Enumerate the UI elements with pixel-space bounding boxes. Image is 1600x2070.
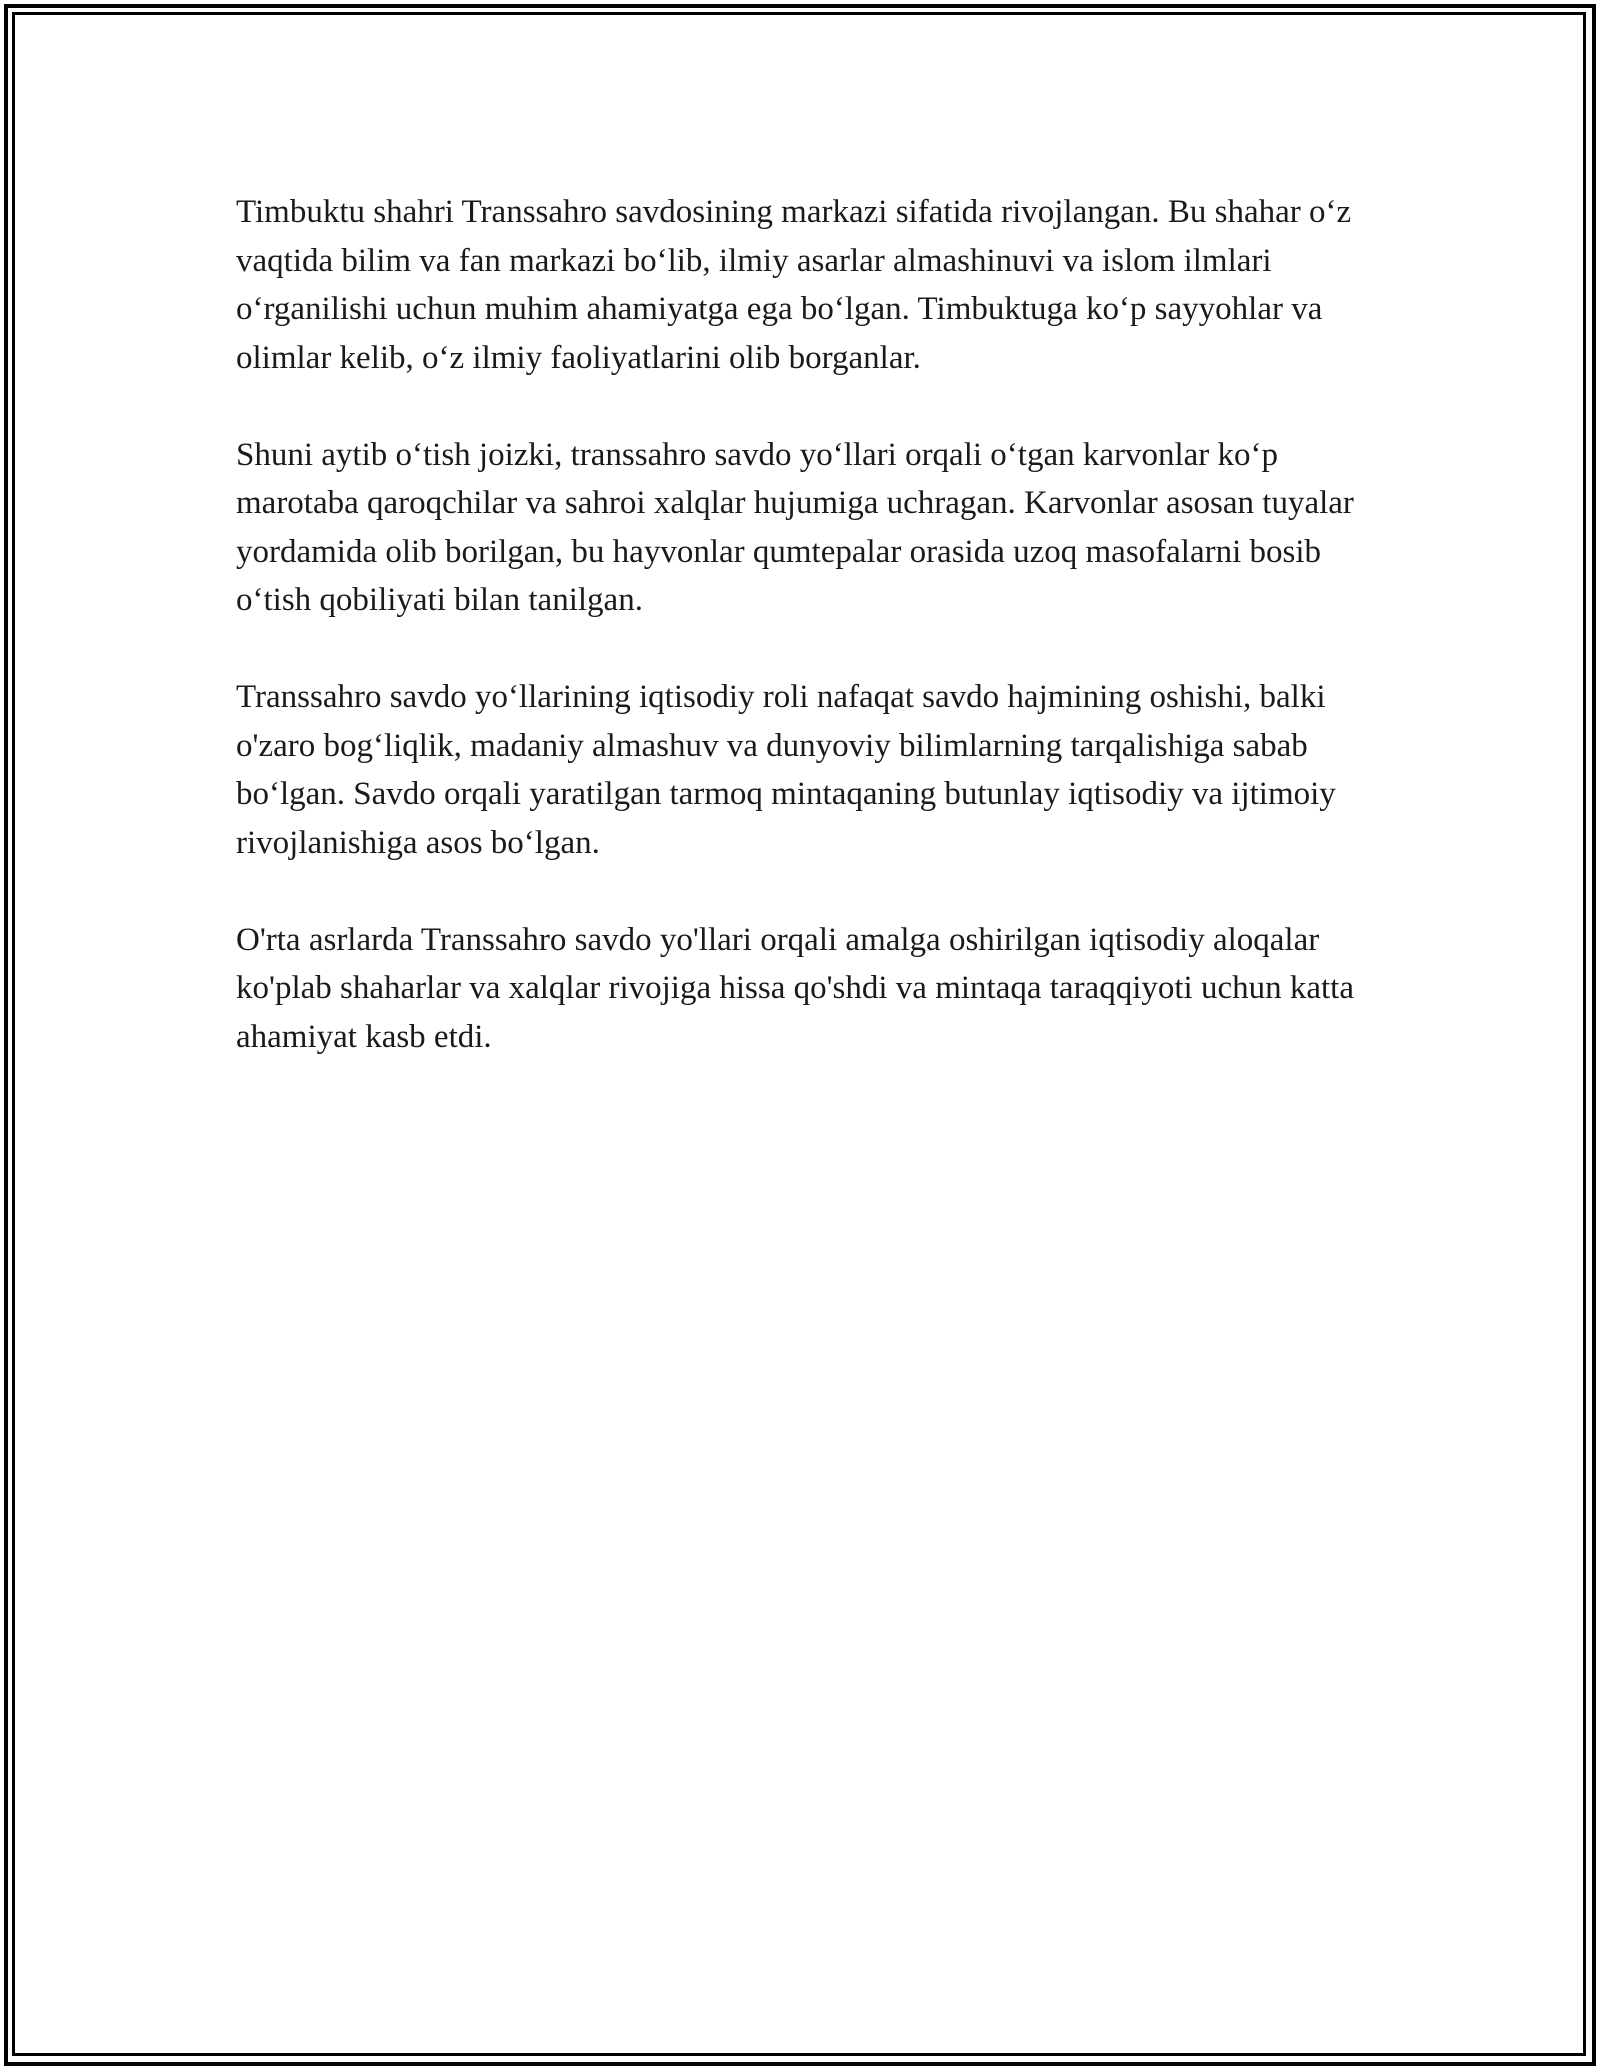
document-body bbox=[236, 188, 1396, 1110]
paragraph-timbuktu: Timbuktu shahri Transsahro savdosining markazi sifatida rivojlangan. Bu shahar o‘z vaqtida bilim va fan markazi bo‘lib, ilmiy asarlar almashinuvi va islom ilmlari o‘rganilishi uchun muhim ahamiyatga ega bo‘lgan. Timbuktuga ko‘p sayyohlar va olimlar kelib, o‘z ilmiy faoliyatlarini olib borganlar. bbox=[236, 194, 1352, 376]
paragraph-conclusion: O'rta asrlarda Transsahro savdo yo'llari orqali amalga oshirilgan iqtisodiy aloqalar ko'plab shaharlar va xalqlar rivojiga hissa qo'shdi va mintaqa taraqqiyoti uchun katta ahamiyat kasb etdi. bbox=[236, 921, 1354, 1055]
paragraph-economic-role: Transsahro savdo yo‘llarining iqtisodiy roli nafaqat savdo hajmining oshishi, balki o'zaro bog‘liqlik, madaniy almashuv va dunyoviy bilimlarning tarqalishiga sabab bo‘lgan. Savdo orqali yaratilgan tarmoq mintaqaning butunlay iqtisodiy va ijtimoiy rivojlanishiga asos bo‘lgan. bbox=[236, 679, 1336, 861]
paragraph-caravans: Shuni aytib o‘tish joizki, transsahro savdo yo‘llari orqali o‘tgan karvonlar ko‘p marotaba qaroqchilar va sahroi xalqlar hujumiga uchragan. Karvonlar asosan tuyalar yordamida olib borilgan, bu hayvonlar qumtepalar orasida uzoq masofalarni bosib o‘tish qobiliyati bilan tanilgan. bbox=[236, 436, 1354, 618]
